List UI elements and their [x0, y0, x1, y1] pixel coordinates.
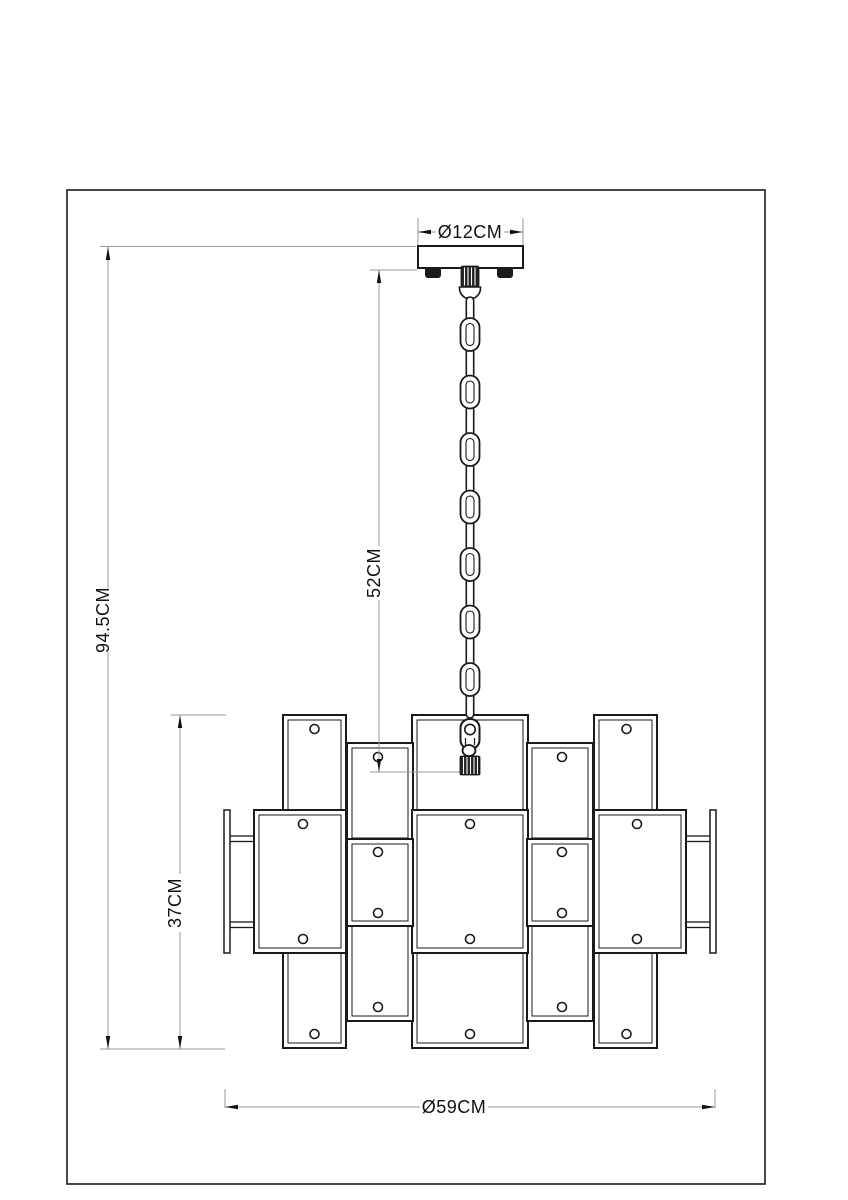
dim-label-chain-length: 52CM — [364, 547, 384, 599]
ceiling-canopy — [418, 246, 523, 298]
dim-label-body-diameter: Ø59CM — [421, 1097, 487, 1117]
panel-frame — [527, 743, 593, 843]
canopy-foot-left — [425, 267, 441, 278]
panel-frame — [527, 839, 593, 926]
chain-hook — [460, 719, 480, 775]
panel-frame — [527, 921, 593, 1021]
right-bracket — [686, 810, 716, 953]
dimension-body-diameter — [225, 1089, 715, 1117]
panel-frame — [594, 810, 686, 953]
dim-label-canopy-diameter: Ø12CM — [437, 222, 503, 242]
panel-frame — [283, 715, 346, 815]
canopy-foot-right — [497, 267, 513, 278]
dimension-body-height — [165, 715, 226, 1049]
canopy-stem — [461, 266, 479, 287]
panel-frame — [347, 839, 413, 926]
left-bracket — [224, 810, 254, 953]
panel-frame — [254, 810, 346, 953]
panel-frame — [347, 921, 413, 1021]
panel-frame — [412, 810, 528, 953]
canopy-plate — [418, 246, 523, 268]
panel-frame — [347, 743, 413, 843]
chain-link — [461, 318, 480, 696]
panel-frame — [412, 948, 528, 1048]
dimension-canopy-diameter — [418, 218, 523, 245]
dim-label-total-height: 94.5CM — [93, 586, 113, 654]
dim-label-body-height: 37CM — [165, 877, 185, 929]
panel-frame — [594, 715, 657, 815]
panel-frame — [594, 948, 657, 1048]
panel-frame — [283, 948, 346, 1048]
suspension-chain — [460, 297, 480, 775]
